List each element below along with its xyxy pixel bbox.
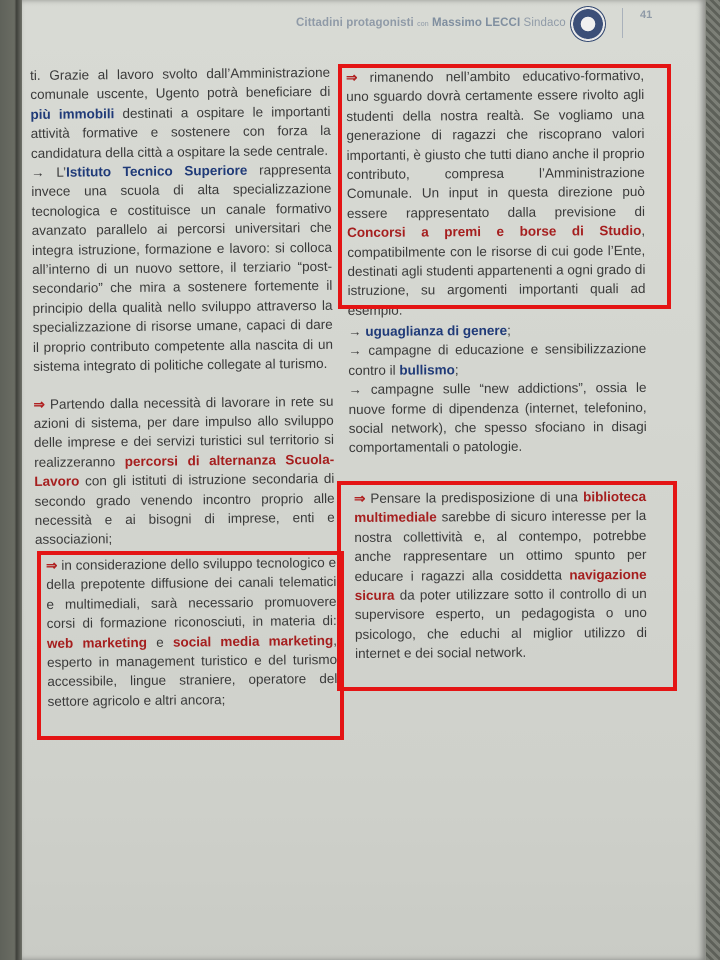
header-title: Cittadini protagonisti	[296, 17, 414, 29]
list-item: → uguaglianza di genere;	[348, 322, 511, 339]
double-arrow-icon: ⇒	[354, 490, 366, 506]
header-con: con	[417, 21, 429, 28]
arrow-icon: →	[31, 164, 45, 181]
double-arrow-icon: ⇒	[46, 557, 58, 573]
list-item: → campagne sulle “new addictions”, ossia le nuove forme di dipendenza (internet, telefonino, social network), che spesso sfociano in disagi comportamentali o patologie.	[348, 380, 647, 456]
left-column	[30, 63, 335, 550]
double-arrow-icon: ⇒	[33, 396, 45, 412]
right-list	[348, 320, 647, 458]
arrow-icon: →	[348, 382, 363, 398]
left-boxed-paragraph: ⇒ in considerazione dello sviluppo tecnologico e della prepotente diffusione dei canali telematici e multimediali, sarà necessario promuovere corsi di formazione riconosciuti, in materia di: web marketing e social media marketing, esperto in management turistico e del turismo accessibile, lingue straniere, operatore del settore agricolo e altri ancora;	[46, 554, 338, 709]
highlight-box-left-bottom	[37, 551, 344, 740]
double-arrow-icon: ⇒	[346, 69, 358, 85]
left-paragraph-1: ti. Grazie al lavoro svolto dall’Amministrazione comunale uscente, Ugento potrà beneficiare di più immobili destinati a ospitare le importanti attività formative e sostenere con forza la candidatura della città a ospitare la sede centrale.	[30, 64, 331, 161]
arrow-icon: →	[348, 323, 362, 339]
highlight-box-right-top	[338, 64, 671, 309]
header-role: Sindaco	[523, 17, 566, 29]
header-name: Massimo LECCI	[432, 17, 521, 29]
municipal-seal-icon	[570, 6, 606, 42]
header-divider	[622, 8, 623, 38]
right-boxed-paragraph-1: ⇒ rimanendo nell’ambito educativo-formativo, uno sguardo dovrà certamente essere rivolto agli studenti della nostra realtà. Se vogliamo una generazione di ragazzi che riscoprano valori importanti, è giusto che tutti diano anche il proprio contributo, compresa l’Amministrazione Comunale. Un input in questa direzione può essere rappresentato dalla previsione di Concorsi a premi e borse di Studio, compatibilmente con le risorse di cui gode l’Ente, destinati agli studenti appartenenti a ogni grado di istruzione, su argomenti importanti quali ad esempio:	[346, 67, 646, 318]
left-paragraph-2: → L’Istituto Tecnico Superiore rappresenta invece una scuola di alta specializzazione tecnologica e costituisce un canale formativo avanzato parallelo ai percorsi universitari che integra istruzione, formazione e lavoro: si colloca all’interno di un nuovo settore, il terziario “post-secondario” che mira a sostenere fortemente il principio della qualità nello sviluppo attraverso la specializzazione di risorse umane, capaci di dare il proprio contributo competente alla nascita di un sistema integrato di politiche collegate al turismo.	[31, 161, 334, 375]
highlight-box-right-bottom	[337, 481, 677, 691]
page-number: 41	[640, 9, 653, 21]
list-item: → campagne di educazione e sensibilizzazione contro il bullismo;	[348, 341, 647, 378]
background-fabric	[706, 0, 720, 960]
left-paragraph-3: ⇒ Partendo dalla necessità di lavorare in rete su azioni di sistema, per dare impulso allo sviluppo delle imprese e dei servizi turistici sul territorio si realizzeranno percorsi di alternanza Scuola-Lavoro con gli istituti di istruzione secondaria di secondo grado venendo incontro proprio alle necessità e ai bisogni di imprese, enti e associazioni;	[33, 393, 335, 548]
running-header	[296, 17, 566, 29]
right-boxed-paragraph-2: ⇒ Pensare la predisposizione di una biblioteca multimediale sarebbe di sicuro interesse per la nostra collettività e, al contempo, potrebbe anche rappresentare un ottimo spunto per educare i ragazzi alla cosiddetta navigazione sicura da poter utilizzare sotto il controllo di un supervisore esperto, un pedagogista o uno psicologo, che educhi al miglior utilizzo di internet e dei social network.	[354, 488, 648, 662]
arrow-icon: →	[348, 343, 362, 359]
